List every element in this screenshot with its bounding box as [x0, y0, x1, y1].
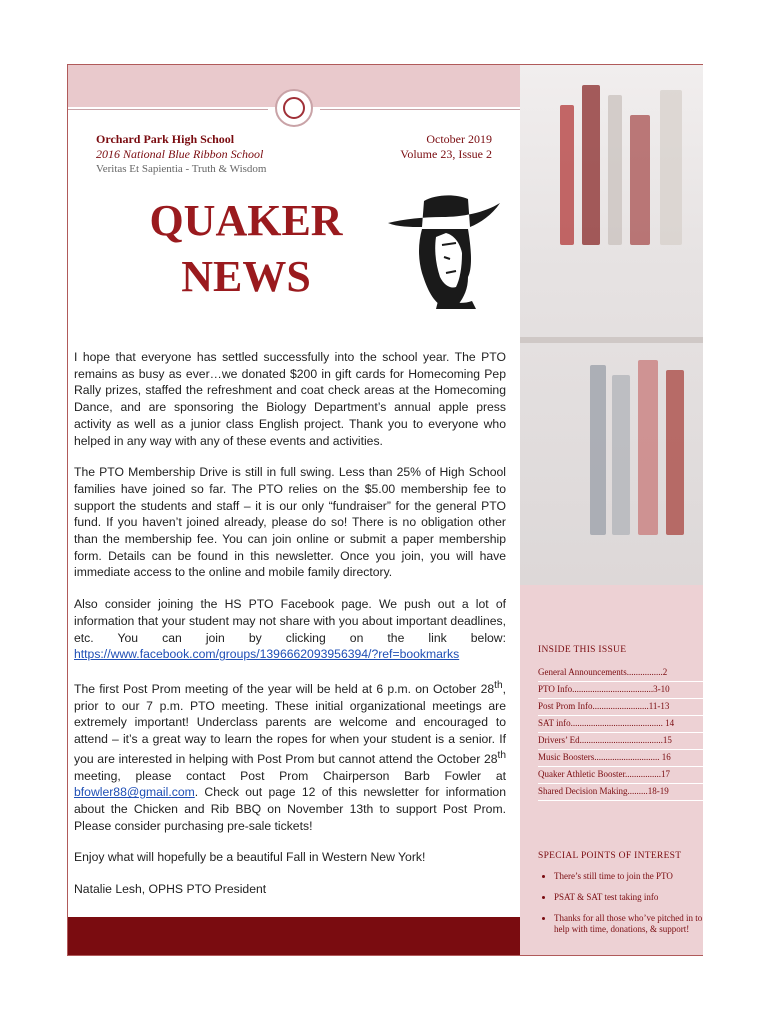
masthead-title — [126, 193, 366, 305]
paragraph-text: Also consider joining the HS PTO Facebook page. We push out a lot of information that your student may not share with you about important deadlines, etc. You can join by clicking on the link below: — [74, 597, 506, 645]
paragraph: Enjoy what will hopefully be a beautiful Fall in Western New York! — [74, 850, 426, 865]
inside-this-issue — [538, 645, 703, 801]
header-rule-left — [68, 109, 268, 110]
toc-item: PTO Info....................................3-10 — [538, 682, 703, 699]
book-image — [582, 85, 600, 245]
point-item: • There’s still time to join the PTO — [554, 871, 703, 882]
paragraph: The PTO Membership Drive is still in full swing. Less than 25% of High School families have joined so far. The PTO relies on the $5.00 membership fee to support the students and staff – it is our only “fundraiser” for the general PTO fund. If you haven’t joined already, please do so! There is no obligation other than the membership fee. You can join online or submit a paper membership form. Details can be found in this newsletter. Once you join, you will have immediate access to the online and mobile family directory. — [74, 465, 506, 580]
issue-volume: Volume 23, Issue 2 — [400, 147, 492, 161]
book-image — [638, 360, 658, 535]
special-points — [538, 851, 703, 945]
paragraph-text: meeting, please contact Post Prom Chairperson Barb Fowler at — [74, 768, 506, 783]
masthead-line2: NEWS — [181, 252, 311, 301]
book-image — [560, 105, 574, 245]
paragraph: I hope that everyone has settled successfully into the school year. The PTO remains as busy as ever…we donated $200 in gift cards for Homecoming Pep Rally prizes, staffed the refreshment and coat check areas at the Homecoming Dance, and are sponsoring the Biology Department’s annual apple press activity as well as a junior class English project. Thank you to everyone who helped in any way with any of these events and activities. — [74, 350, 506, 448]
inside-heading: INSIDE THIS ISSUE — [538, 645, 627, 655]
masthead-line1: QUAKER — [149, 196, 343, 245]
issue-date: October 2019 — [426, 132, 492, 146]
book-image — [660, 90, 682, 245]
superscript: th — [497, 749, 506, 761]
book-image — [630, 115, 650, 245]
toc-item: SAT info......................................... 14 — [538, 716, 703, 733]
school-info — [96, 132, 266, 177]
school-motto: Veritas Et Sapientia - Truth & Wisdom — [96, 163, 267, 175]
point-item: • Thanks for all those who’ve pitched in to help with time, donations, & support! — [554, 913, 703, 935]
toc-item: Shared Decision Making.........18-19 — [538, 784, 703, 801]
quaker-silhouette-icon — [384, 193, 502, 309]
superscript: th — [494, 679, 503, 691]
facebook-link[interactable]: https://www.facebook.com/groups/1396662093956394/?ref=bookmarks — [74, 647, 460, 662]
paragraph — [74, 678, 506, 834]
toc-item: Quaker Athletic Booster................17 — [538, 767, 703, 784]
paragraph-text: , prior to our 7 p.m. PTO meeting. These initial organizational meetings are extremely important! Underclass parents are welcome and encouraged to attend – it’s a great way to learn the ropes for when your student is a senior. If you are interested in helping with Post Prom but cannot attend the October 28 — [74, 682, 506, 766]
toc-item: Drivers’ Ed.....................................15 — [538, 733, 703, 750]
point-item: • PSAT & SAT test taking info — [554, 892, 703, 903]
book-image — [612, 375, 630, 535]
book-image — [590, 365, 606, 535]
points-heading: SPECIAL POINTS OF INTEREST — [538, 851, 682, 861]
footer-band — [68, 917, 520, 955]
bookshelf-photo — [520, 65, 703, 585]
email-link[interactable]: bfowler88@gmail.com — [74, 785, 195, 800]
toc-item: Post Prom Info.........................11-13 — [538, 699, 703, 716]
paragraph-text: The first Post Prom meeting of the year will be held at 6 p.m. on October 28 — [74, 682, 495, 697]
points-list — [538, 871, 703, 935]
paragraph-text: . Check out page 12 of this newsletter for information about the Chicken and Rib BBQ on November 13th to support Post Prom. Please consider purchasing pre-sale tickets! — [74, 785, 506, 833]
issue-info — [400, 132, 492, 162]
toc-item: Music Boosters............................. 16 — [538, 750, 703, 767]
toc-item: General Announcements................2 — [538, 665, 703, 682]
book-image — [608, 95, 622, 245]
newsletter-page — [67, 64, 703, 956]
sidebar — [520, 65, 703, 955]
school-name: Orchard Park High School — [96, 132, 235, 146]
toc-list — [538, 665, 703, 801]
emblem-icon — [275, 89, 313, 127]
article-body — [74, 349, 506, 913]
school-tagline: 2016 National Blue Ribbon School — [96, 147, 264, 161]
book-image — [666, 370, 684, 535]
header-rule-right — [320, 109, 520, 110]
signature: Natalie Lesh, OPHS PTO President — [74, 882, 267, 897]
paragraph — [74, 596, 506, 663]
